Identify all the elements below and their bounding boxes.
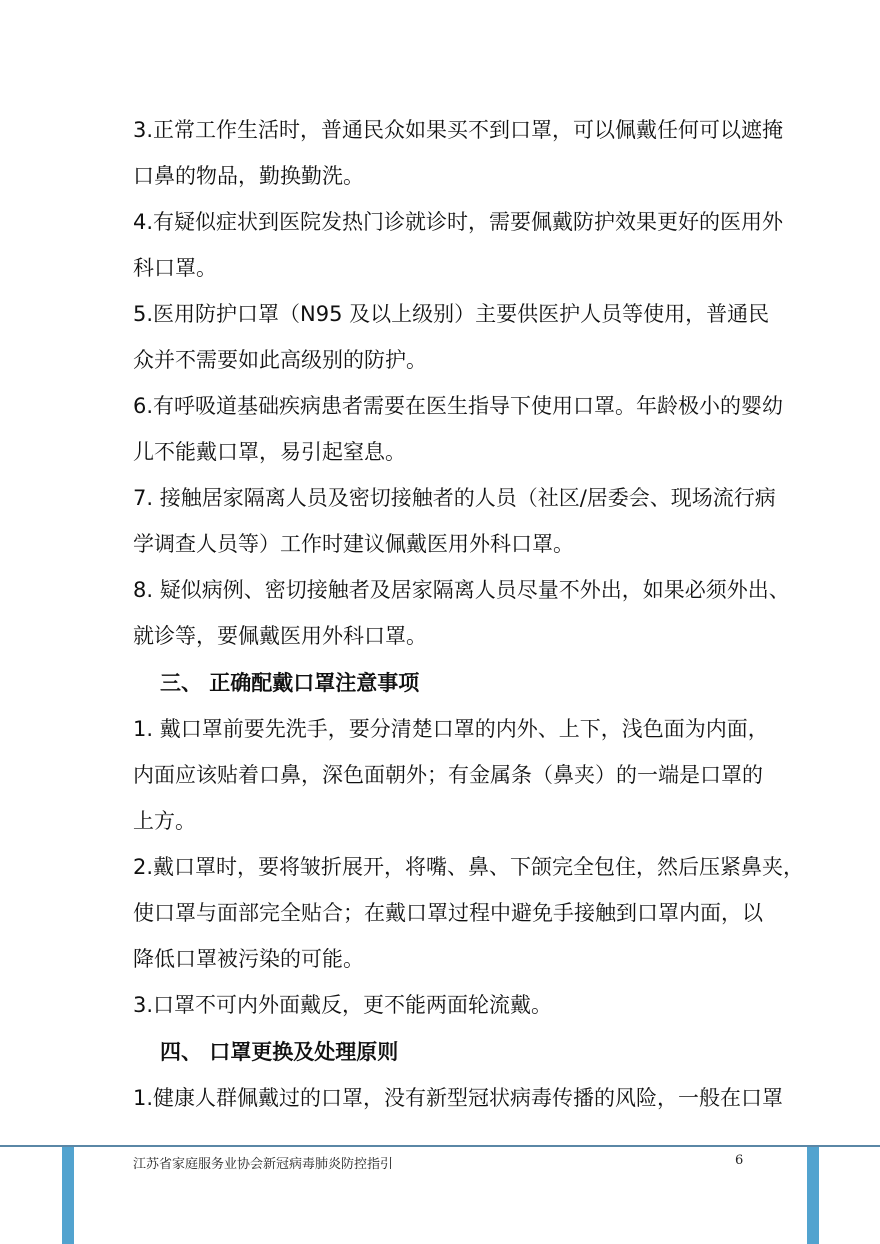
paragraph-line: 2.戴口罩时，要将皱折展开，将嘴、鼻、下颌完全包住，然后压紧鼻夹， [133,855,805,879]
paragraph-line: 上方。 [133,809,196,833]
page-number: 6 [735,1153,744,1168]
paragraph-line: 就诊等，要佩戴医用外科口罩。 [133,624,427,648]
paragraph-line: 内面应该贴着口鼻，深色面朝外；有金属条（鼻夹）的一端是口罩的 [133,763,763,787]
paragraph-line: 学调查人员等）工作时建议佩戴医用外科口罩。 [133,532,574,556]
paragraph-line: 1. 戴口罩前要先洗手，要分清楚口罩的内外、上下，浅色面为内面， [133,717,769,741]
footer-divider [0,1145,880,1147]
section-heading: 三、 正确配戴口罩注意事项 [160,671,420,695]
section-heading: 四、 口罩更换及处理原则 [160,1040,399,1064]
paragraph-line: 使口罩与面部完全贴合；在戴口罩过程中避免手接触到口罩内面，以 [133,901,763,925]
paragraph-line: 众并不需要如此高级别的防护。 [133,348,427,372]
footer-accent-bar-left [62,1147,74,1244]
footer-accent-bar-right [807,1147,819,1244]
paragraph-line: 儿不能戴口罩，易引起窒息。 [133,440,406,464]
paragraph-line: 8. 疑似病例、密切接触者及居家隔离人员尽量不外出，如果必须外出、 [133,578,790,602]
paragraph-line: 7. 接触居家隔离人员及密切接触者的人员（社区/居委会、现场流行病 [133,486,776,510]
paragraph-line: 6.有呼吸道基础疾病患者需要在医生指导下使用口罩。年龄极小的婴幼 [133,394,784,418]
footer-title: 江苏省家庭服务业协会新冠病毒肺炎防控指引 [133,1157,394,1172]
paragraph-line: 3.正常工作生活时，普通民众如果买不到口罩，可以佩戴任何可以遮掩 [133,118,784,142]
paragraph-line: 科口罩。 [133,256,217,280]
paragraph-line: 口鼻的物品，勤换勤洗。 [133,164,364,188]
paragraph-line: 5.医用防护口罩（N95 及以上级别）主要供医护人员等使用，普通民 [133,302,770,326]
paragraph-line: 降低口罩被污染的可能。 [133,947,364,971]
paragraph-line: 1.健康人群佩戴过的口罩，没有新型冠状病毒传播的风险，一般在口罩 [133,1086,784,1110]
paragraph-line: 3.口罩不可内外面戴反，更不能两面轮流戴。 [133,993,553,1017]
paragraph-line: 4.有疑似症状到医院发热门诊就诊时，需要佩戴防护效果更好的医用外 [133,210,784,234]
